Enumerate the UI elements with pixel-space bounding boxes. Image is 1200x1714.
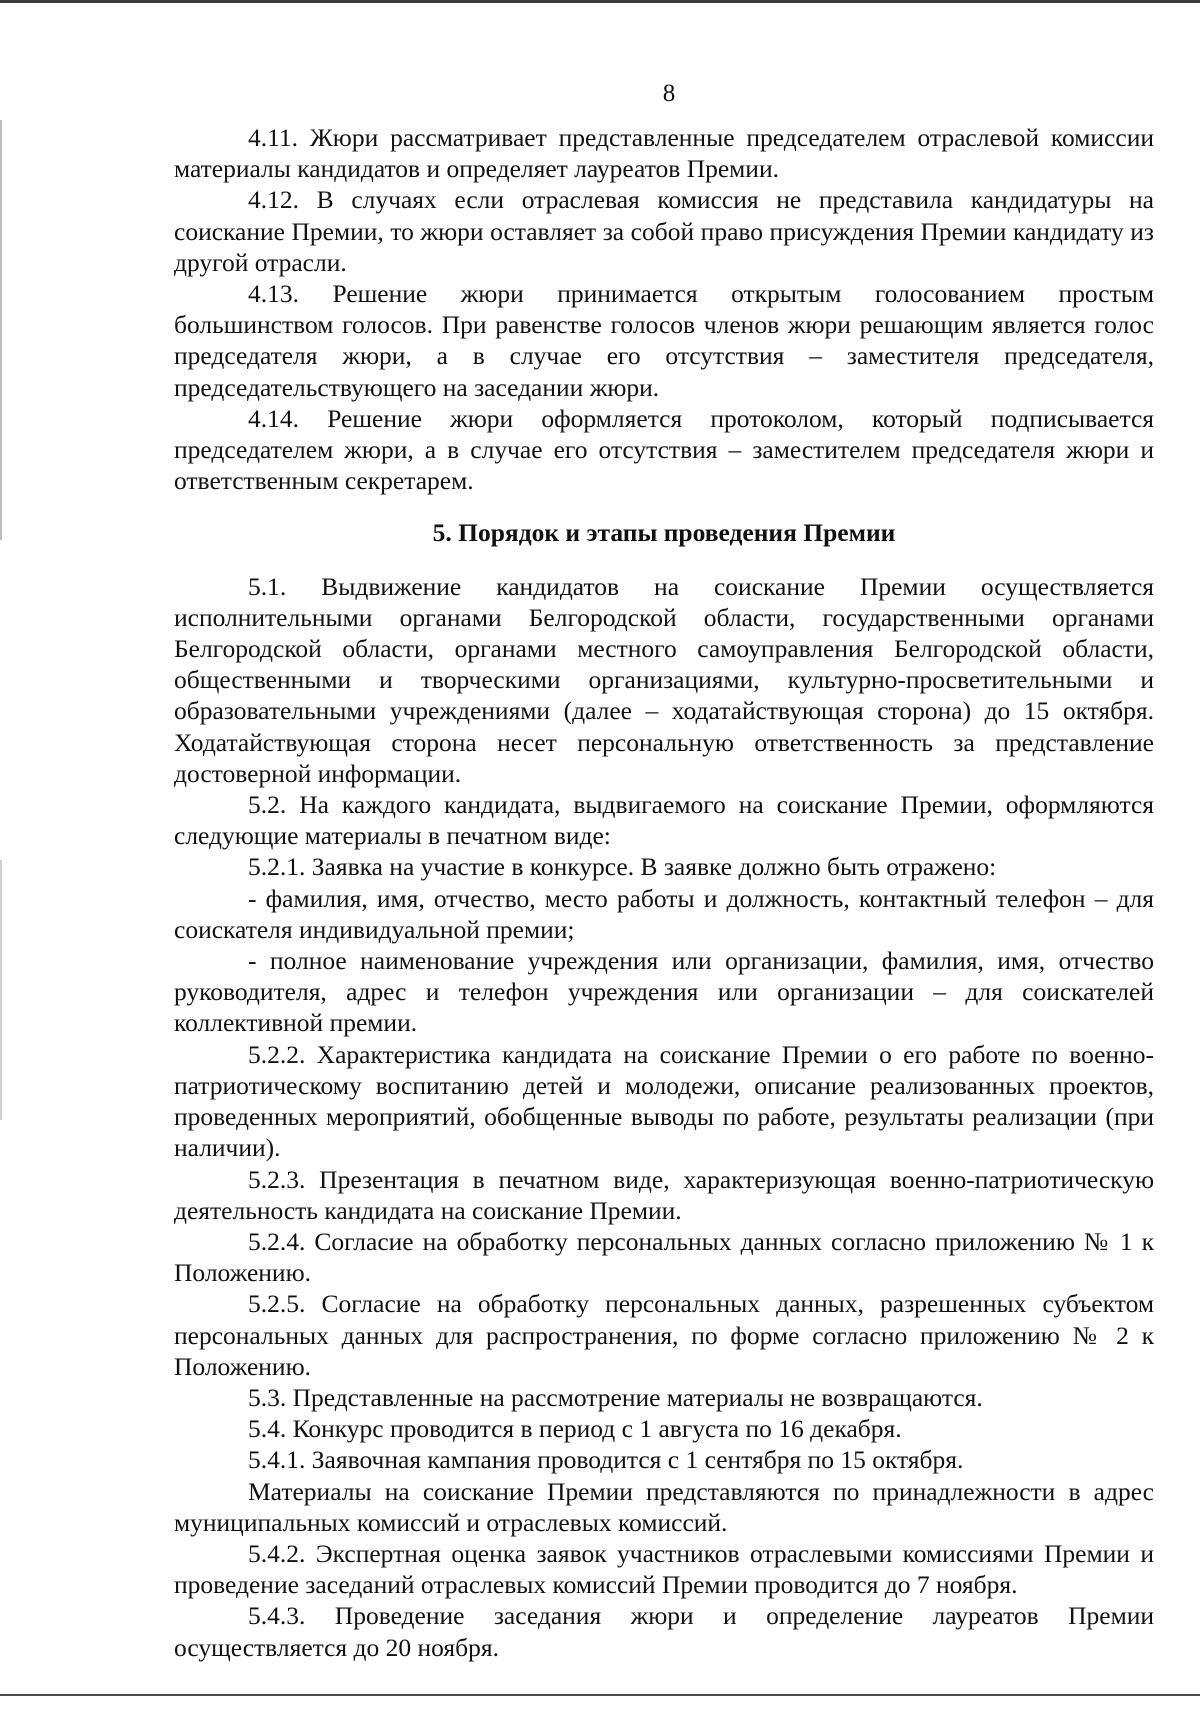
- scan-left-edge-lower: [0, 860, 2, 1120]
- page-number: 8: [662, 80, 676, 107]
- paragraph-4-12: 4.12. В случаях если отраслевая комиссия не представила кандидатуры на соискание Премии, то жюри оставляет за собой право присуждения Премии кандидату из другой отрасли.: [174, 185, 1154, 277]
- paragraph-5-2: 5.2. На каждого кандидата, выдвигаемого на соискание Премии, оформляются следующие материалы в печатном виде:: [174, 790, 1154, 851]
- paragraph-5-4-2: 5.4.2. Экспертная оценка заявок участников отраслевыми комиссиями Премии и проведение заседаний отраслевых комиссий Премии проводится до 7 ноября.: [174, 1538, 1154, 1600]
- paragraph-5-1: 5.1. Выдвижение кандидатов на соискание Премии осуществляется исполнительными органами Белгородской области, государственными органами Белгородской области, органами местного самоуправления Белгородской области, общественными и творческими организациями, культурно-просветительными и образовательными учреждениями (далее – ходатайствующая сторона) до 15 октября. Ходатайствующая сторона несет персональную ответственность за представление достоверной информации.: [174, 571, 1154, 788]
- paragraph-5-3: 5.3. Представленные на рассмотрение материалы не возвращаются.: [248, 1382, 983, 1412]
- paragraph-4-14: 4.14. Решение жюри оформляется протоколом, который подписывается председателем жюри, а в случае его отсутствия – заместителем председателя жюри и ответственным секретарем.: [174, 403, 1154, 496]
- paragraph-4-11: 4.11. Жюри рассматривает представленные председателем отраслевой комиссии материалы кандидатов и определяет лауреатов Премии.: [174, 123, 1154, 184]
- paragraph-5-4: 5.4. Конкурс проводится в период с 1 августа по 16 декабря.: [248, 1414, 902, 1444]
- paragraph-4-13: 4.13. Решение жюри принимается открытым голосованием простым большинством голосов. При равенстве голосов членов жюри решающим является голос председателя жюри, а в случае его отсутствия – заместителя председателя, председательствующего на заседании жюри.: [174, 279, 1154, 402]
- list-item-individual: - фамилия, имя, отчество, место работы и должность, контактный телефон – для соискателя индивидуальной премии;: [174, 883, 1154, 944]
- paragraph-5-2-1: 5.2.1. Заявка на участие в конкурсе. В заявке должно быть отражено:: [248, 852, 997, 882]
- document-body: [174, 122, 1154, 1663]
- list-item-collective: - полное наименование учреждения или организации, фамилия, имя, отчество руководителя, адрес и телефон учреждения или организации – для соискателей коллективной премии.: [174, 946, 1154, 1038]
- paragraph-5-4-3: 5.4.3. Проведение заседания жюри и определение лауреатов Премии осуществляется до 20 ноября.: [174, 1601, 1154, 1662]
- paragraph-5-2-4: 5.2.4. Согласие на обработку персональных данных согласно приложению № 1 к Положению.: [174, 1226, 1154, 1288]
- paragraph-materials: Материалы на соискание Премии представляются по принадлежности в адрес муниципальных комиссий и отраслевых комиссий.: [174, 1476, 1154, 1537]
- paragraph-5-4-1: 5.4.1. Заявочная кампания проводится с 1 сентября по 15 октября.: [248, 1445, 964, 1475]
- scan-left-edge: [0, 120, 2, 540]
- paragraph-5-2-2: 5.2.2. Характеристика кандидата на соискание Премии о его работе по военно-патриотическому воспитанию детей и молодежи, описание реализованных проектов, проведенных мероприятий, обобщенные выводы по работе, результаты реализации (при наличии).: [174, 1039, 1154, 1163]
- paragraph-5-2-5: 5.2.5. Согласие на обработку персональных данных, разрешенных субъектом персональных данных для распространения, по форме согласно приложению № 2 к Положению.: [174, 1289, 1154, 1381]
- section-heading: 5. Порядок и этапы проведения Премии: [432, 518, 896, 548]
- scan-bottom-edge: [0, 1694, 1200, 1696]
- scan-top-edge: [0, 0, 1200, 3]
- paragraph-5-2-3: 5.2.3. Презентация в печатном виде, характеризующая военно-патриотическую деятельность кандидата на соискание Премии.: [174, 1164, 1154, 1225]
